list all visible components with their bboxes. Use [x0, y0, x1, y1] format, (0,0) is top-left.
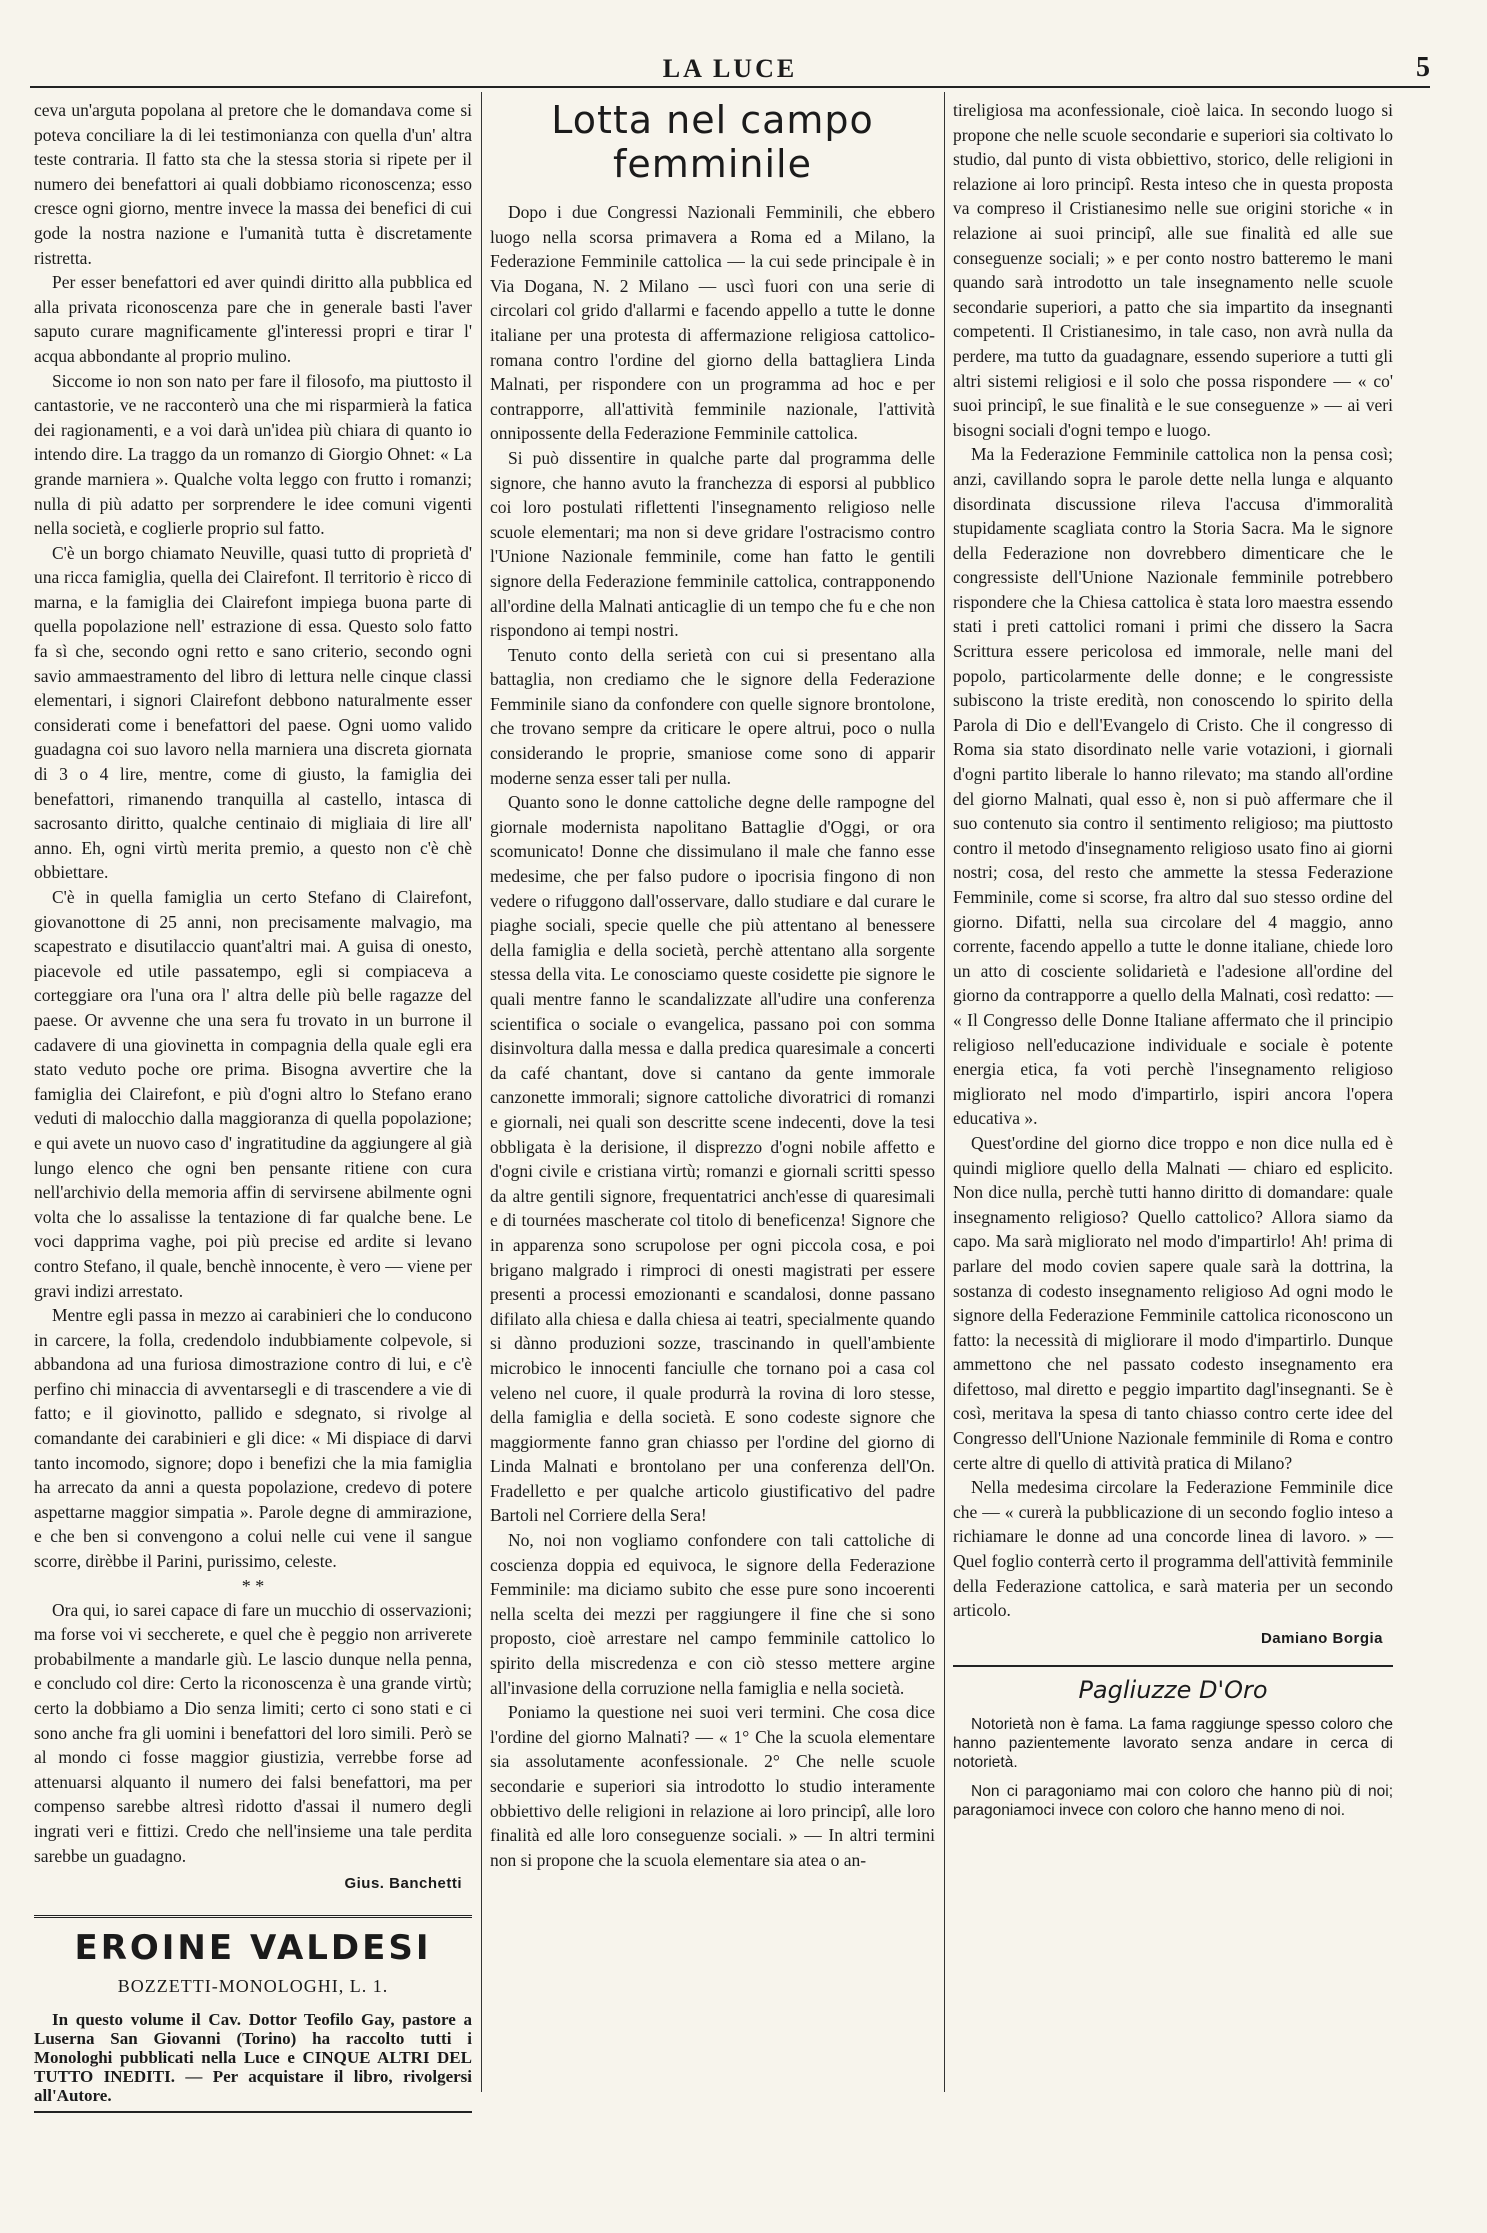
maxims-section [953, 1715, 1393, 1820]
paragraph: Ma la Federazione Femminile cattolica non la pensa così; anzi, cavillando sopra le parole dette nella lunga e alquanto disordinata discussione rileva l'accusa d'immoralità stupidamente scagliata contro la Storia Sacra. Ma le signore della Federazione non dovrebbero dimenticare che le congressiste dell'Unione Nazionale femminile potrebbero rispondere che la Chiesa cattolica è stata loro maestra essendo stati i preti cattolici romani i primi che dissero la Sacra Scrittura essere pericolosa ed immorale, nelle mani del popolo, particolarmente delle donne; e le congressiste subiscono la triste eredità, non conoscendo lo spirito della Parola di Dio e dell'Evangelo di Cristo. Che il congresso di Roma sia stato disordinato nelle varie votazioni, i giornali d'ogni partito liberale lo hanno rilevato; ma stando all'ordine del giorno Malnati, qual esso è, non si può affermare che il suo contenuto sia contro il sentimento religioso; ma piuttosto contro il metodo d'insegnamento religioso usato fino ai giorni nostri; cosa, del resto che ammette la stessa Federazione Femminile, come si scorse, fra altro dal suo stesso ordine del giorno. Difatti, nella sua circolare del 4 maggio, anno corrente, facendo appello a tutte le donne italiane, chiede loro un atto di cosciente solidarietà e l'adesione all'ordine del giorno da contrapporre a quello della Malnati, così redatto: — « Il Congresso delle Donne Italiane affermato che il principio religioso nell'educazione individuale e sociale è potente energia etica, fa voti perchè l'insegnamento religioso migliorato nel modo d'impartirlo, ispiri ancora l'opera educativa ». [953, 444, 1393, 1129]
paragraph: Quanto sono le donne cattoliche degne delle rampogne del giornale modernista napolitano Battaglie d'Oggi, or ora scomunicato! Donne che dissimulano il male che fanno esse medesime, che per falso pudore o ipocrisia fingono di non vedere o rifuggono dall'osservare, dallo studiare e dal curare le piaghe sociali, specie quelle che più attentano al benessere della famiglia e della società, perchè attentano alla sorgente stessa della vita. Le conosciamo queste cosidette pie signore le quali mentre fanno le scandalizzate all'udire una conferenza scientifica o sociale o evangelica, passano poi con somma disinvoltura dalla messa e dalla predica quaresimale a concerti da café chantant, dove si cantano da gente immorale canzonette immorali; signore cattoliche divoratrici di romanzi e giornali, nei quali son descritte scene indecenti, dove la tesi obbligata è la derisione, il disprezzo d'ogni nobile affetto e d'ogni civile e cristiana virtù; romanzi e giornali scritti spesso da altre gentili signore, frequentatrici anch'esse di quaresimali e di tournées mascherate col titolo di beneficenza! Signore che in apparenza sono scrupolose per ogni piccola cosa, e poi brigano malgrado i rimproci di onesti magistrati per essere presenti a processi emozionanti e scandalosi, donne passano difilato alla chiesa e dalla chiesa ai teatri, specialmente quando si dànno produzioni sozze, trascinando in quell'ambiente microbico le innocenti fanciulle che tornano poi a casa col veleno nel cuore, il quale produrrà la rovina di loro stesse, della famiglia e della società. E sono codeste signore che maggiormente fanno gran chiasso per l'ordine del giorno di Linda Malnati e brontolano per una conferenza dell'On. Fradelletto e per qualche articolo giustificativo del padre Bartoli nel Corriere della Sera! [490, 792, 935, 1526]
ad-body: In questo volume il Cav. Dottor Teofilo Gay, pastore a Luserna San Giovanni (Torino) ha raccolto tutti i Monologhi pubblicati nella Luce e CINQUE ALTRI DEL TUTTO INEDITI. — Per acquistare il libro, rivolgersi all'Autore. [34, 2010, 472, 2106]
column-3 [953, 98, 1393, 1820]
paragraph: Quest'ordine del giorno dice troppo e non dice nulla ed è quindi migliore quello della Malnati — chiaro ed esplicito. Non dice nulla, perchè tutti hanno diritto di domandare: quale insegnamento religioso? Quello cattolico? Allora siamo da capo. Ma sarà migliorato nel modo d'impartirlo! Ah! prima di parlare del modo covien sapere quale sarà la dottrina, la sostanza di codesto insegnamento religioso Ad ogni modo le signore della Federazione Femminile cattolica riconoscono un fatto: la necessità di migliorare il modo d'impartirlo. Dunque ammettono che nel passato codesto insegnamento era difettoso, mal diretto e peggio impartito dagl'insegnanti. Se è così, meritava la spesa di tanto chiasso contro certe idee del Congresso dell'Unione Nazionale femminile di Roma e contro certe altre di quello di attività pratica di Milano? [953, 1132, 1393, 1473]
page-number: 5 [1416, 52, 1430, 83]
asterism-separator: * * [241, 1575, 265, 1596]
paragraph: Ora qui, io sarei capace di fare un mucchio di osservazioni; ma forse voi vi seccherete, e quel che è peggio non arriverete probabilmente a mandarle giù. Le lascio dunque nella penna, e concludo col dire: Certo la riconoscenza è una grande virtù; certo la dobbiamo a Dio senza limiti; certo ci sono stati e ci sono anche fra gli uomini i benefattori del loro simili. Però se al mondo ci fosse maggior giustizia, verrebbe forse ad attenuarsi alquanto il numero dei falsi benefattori, ma per compenso sarebbe altresì ridotto d'assai il numero degli ingrati veri e fittizi. Credo che nell'insieme una tale perdita sarebbe un guadagno. [34, 1599, 472, 1866]
maxim: Notorietà non è fama. La fama raggiunge spesso coloro che hanno pazientemente lavorato senza andare in cerca di notorietà. [953, 1716, 1393, 1772]
paragraph: Tenuto conto della serietà con cui si presentano alla battaglia, non crediamo che le signore della Federazione Femminile siano da confondere con quelle signore brontolone, che trovano sempre da criticare le opere altrui, poco o nulla considerando le proprie, smaniose come sono di apparir moderne senza esser tali per nulla. [490, 644, 935, 788]
section-title: Pagliuzze D'Oro [1078, 1676, 1268, 1705]
ad-title: EROINE VALDESI [74, 1927, 432, 1968]
column-1 [34, 98, 472, 2113]
paragraph: ceva un'arguta popolana al pretore che le domandava come si poteva conciliare la di lei testimonianza con quella d'un' altra teste contraria. Il fatto sta che la stessa storia si ripete per il numero dei benefattori ai quali dobbiamo riconoscenza; esso cresce ogni giorno, mentre invece la massa dei benefici di cui gode la nostra nazione e l'umanità tutta è discretamente ristretta. [34, 100, 472, 268]
paragraph: Si può dissentire in qualche parte dal programma delle signore, che hanno avuto la franchezza di esporsi al pubblico coi loro postulati riflettenti l'insegnamento religioso nelle scuole elementari; ma non si deve gridare l'ostracismo contro l'Unione Nazionale femminile, come han fatto le gentili signore della Federazione femminile cattolica, contrapponendo all'ordine della Malnati anticaglie di un tempo che fu e che non rispondono ai tempi nostri. [490, 447, 935, 641]
paragraph: Mentre egli passa in mezzo ai carabinieri che lo conducono in carcere, la folla, credendolo indubbiamente colpevole, si abbandona ad una furiosa dimostrazione contro di lui, e c'è perfino chi minaccia di avventarsegli e di trascendere a vie di fatto; e il giovinotto, pallido e sdegnato, si rivolge al comandante dei carabinieri e gli dice: « Mi dispiace di darvi tanto incomodo, signore; dopo i benefizi che la mia famiglia ha arrecato da anni a questa popolazione, credevo di potere aspettarne maggior simpatia ». Parole degne di ammirazione, e che ben si convengono a colui nelle cui vene il sangue scorre, dirèbbe il Parini, purissimo, celeste. [34, 1305, 472, 1572]
author-signature: Gius. Banchetti [344, 1875, 462, 1893]
column-divider [481, 92, 482, 2092]
article-title: Lotta nel campo femminile [551, 98, 874, 186]
author-signature: Damiano Borgia [1260, 1629, 1383, 1647]
paragraph: Per esser benefattori ed aver quindi diritto alla pubblica ed alla privata riconoscenza pare che in generale basti l'aver saputo curare magnificamente gl'interessi propri e tirar l' acqua abbondante al proprio mulino. [34, 272, 472, 366]
column-divider [944, 92, 945, 2092]
paragraph: No, noi non vogliamo confondere con tali cattoliche di coscienza doppia ed equivoca, le signore della Federazione Femminile: ma diciamo subito che esse pure sono incoerenti nella scelta dei mezzi per raggiungere il fine che si sono proposto, cioè arrestare nel campo femminile cattolico lo spirito della miscredenza e con ciò stesso mettere argine all'invasione della corruzione nella famiglia e nella società. [490, 1530, 935, 1698]
paragraph: Nella medesima circolare la Federazione Femminile dice che — « curerà la pubblicazione di un secondo foglio inteso a richiamare le donne ad una concorde linea di lavoro. » — Quel foglio conterrà certo il programma dell'attività femminile della Federazione cattolica, e sarà materia per un secondo articolo. [953, 1477, 1393, 1621]
column-2 [490, 98, 935, 1872]
ad-subtitle: BOZZETTI-MONOLOGHI, L. 1. [117, 1975, 389, 1996]
newspaper-title: LA LUCE [662, 54, 798, 83]
paragraph: Poniamo la questione nei suoi veri termini. Che cosa dice l'ordine del giorno Malnati? — « 1° Che la scuola elementare sia assolutamente aconfessionale. 2° Che nelle scuole secondarie e superiori sia introdotto lo studio interamente obbiettivo delle religioni in relazione ai loro principî, alle loro finalità ed alle loro conseguenze sociali. » — In altri termini non si propone che la scuola elementare sia atea o an- [490, 1702, 935, 1870]
maxim: Non ci paragoniamo mai con coloro che hanno più di noi; paragoniamoci invece con coloro che hanno meno di noi. [953, 1783, 1393, 1820]
paragraph: Dopo i due Congressi Nazionali Femminili, che ebbero luogo nella scorsa primavera a Roma ed a Milano, la Federazione Femminile cattolica — la cui sede principale è in Via Dogana, N. 2 Milano — uscì fuori con una serie di circolari col grido d'allarmi e facendo appello a tutte le donne italiane per una protesta di affermazione religiosa cattolico-romana contro l'ordine del giorno della battagliera Linda Malnati, per rispondere con un programma ad hoc e per contrapporre, all'attività femminile nazionale, l'attività onnipossente della Federazione Femminile cattolica. [490, 202, 935, 444]
paragraph: C'è un borgo chiamato Neuville, quasi tutto di proprietà d' una ricca famiglia, quella dei Clairefont. Il territorio è ricco di marna, e la famiglia dei Clairefont impiega buona parte di quella popolazione nell' estrazione di essa. Questo solo fatto fa sì che, secondo ogni retto e sano criterio, secondo ogni savio ammaestramento del libro di lettura nelle cinque classi elementari, i signori Clairefont debbono naturalmente esser considerati come i benefattori del paese. Ogni uomo valido guadagna coi suo lavoro nella marniera una discreta giornata di 3 o 4 lire, mentre, come di giusto, la famiglia dei benefattori, rimanendo tranquilla al castello, intasca di sacrosanto diritto, qualche centinaio di migliaia di lire all' anno. Eh, ogni virtù merita premio, a questo non c'è chè obbiettare. [34, 542, 472, 883]
paragraph: Siccome io non son nato per fare il filosofo, ma piuttosto il cantastorie, ve ne racconterò una che mi risparmierà la fatica dei ragionamenti, e a voi darà un'idea più chiara di quanto io intendo dire. La traggo da un romanzo di Giorgio Ohnet: « La grande marniera ». Qualche volta leggo con frutto i romanzi; nulla di più adatto per sorprendere le idee comuni vigenti nella società, e coglierle proprio sul fatto. [34, 370, 472, 539]
page-header [30, 46, 1430, 88]
paragraph: tireligiosa ma aconfessionale, cioè laica. In secondo luogo si propone che nelle scuole secondarie e superiori sia coltivato lo studio, dal punto di vista obbiettivo, storico, delle religioni in relazione ai loro principî. Resta inteso che in questa proposta va compreso il Cristianesimo nelle sue origini storiche « in relazione ai suoi principî, alle sue finalità ed alle sue conseguenze sociali; » e per conto nostro batteremo le mani quando sarà introdotto un tale insegnamento nelle scuole secondarie superiori, a patto che sia impartito da insegnanti competenti. Il Cristianesimo, in tale caso, non avrà nulla da perdere, ma tutto da guadagnare, essendo superiore a tutti gli altri sistemi religiosi e il solo che possa rispondere — « co' suoi principî, le sue finalità e le sue conseguenze » — ai veri bisogni sociali d'ogni tempo e luogo. [953, 100, 1393, 440]
paragraph: C'è in quella famiglia un certo Stefano di Clairefont, giovanottone di 25 anni, non precisamente malvagio, ma scapestrato e disutilaccio quant'altri mai. A guisa di onesto, piacevole ed utile passatempo, egli si compiaceva a corteggiare ora l'una ora l' altra delle più belle ragazze del paese. Or avvenne che una sera fu trovato in un burrone il cadavere di una giovinetta in compagnia della quale egli era stato veduto poche ore prima. Bisogna avvertire che la famiglia dei Clairefont, e più d'ogni altro lo Stefano erano veduti di malocchio dalla maggioranza di quella popolazione; e qui avete un nuovo caso d' ingratitudine da aggiungere al già lungo elenco che ogni ben pensante ritiene con cura nell'archivio della memoria affin di servirsene abilmente ogni volta che lo assalisse la tentazione di far qualche bene. Le voci dapprima vaghe, poi più precise ed ardite si levano contro Stefano, il quale, benchè innocente, è vero — viene per gravi indizi arrestato. [34, 887, 472, 1301]
book-advertisement [34, 1915, 472, 2114]
section-rule [953, 1665, 1393, 1667]
